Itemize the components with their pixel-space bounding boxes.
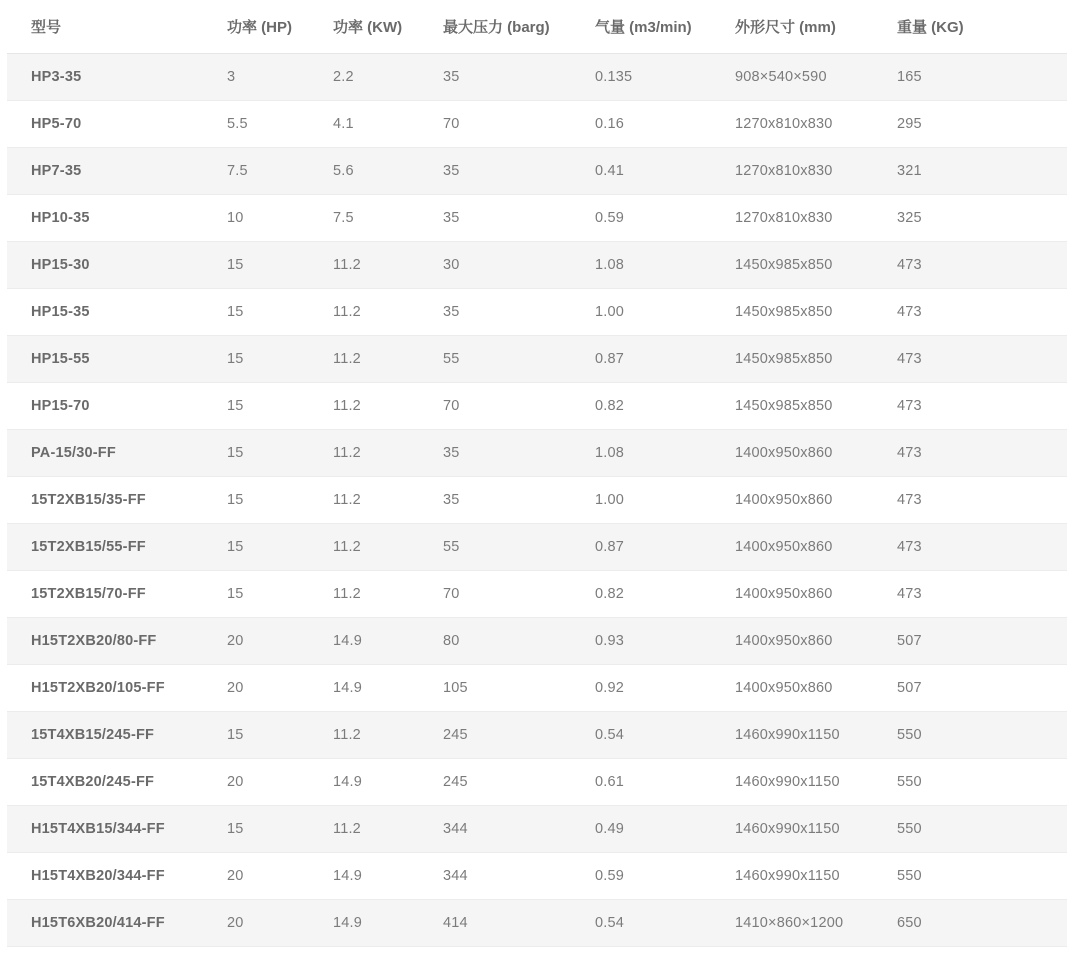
- cell-air-flow: 0.93: [571, 618, 711, 665]
- cell-dimensions: 1400x950x860: [711, 430, 873, 477]
- cell-weight: 473: [873, 571, 1067, 618]
- cell-max-pressure: 70: [419, 101, 571, 148]
- cell-max-pressure: 245: [419, 759, 571, 806]
- cell-weight: 165: [873, 54, 1067, 101]
- cell-power-hp: 15: [203, 712, 309, 759]
- table-row: [7, 289, 1067, 336]
- cell-max-pressure: 344: [419, 806, 571, 853]
- table-row: [7, 54, 1067, 101]
- cell-power-hp: 15: [203, 383, 309, 430]
- cell-weight: 650: [873, 900, 1067, 947]
- cell-model: 15T4XB15/245-FF: [7, 712, 203, 759]
- cell-dimensions: 1460x990x1150: [711, 806, 873, 853]
- cell-weight: 550: [873, 759, 1067, 806]
- cell-max-pressure: 105: [419, 665, 571, 712]
- cell-dimensions: 1400x950x860: [711, 524, 873, 571]
- cell-dimensions: 1450x985x850: [711, 242, 873, 289]
- column-header-power-hp: 功率 (HP): [203, 0, 309, 54]
- cell-model: 15T2XB15/35-FF: [7, 477, 203, 524]
- cell-power-kw: 14.9: [309, 900, 419, 947]
- table-row: [7, 571, 1067, 618]
- cell-max-pressure: 55: [419, 524, 571, 571]
- cell-power-hp: 15: [203, 571, 309, 618]
- cell-power-hp: 15: [203, 242, 309, 289]
- cell-model: HP15-55: [7, 336, 203, 383]
- cell-power-hp: 20: [203, 618, 309, 665]
- cell-air-flow: 0.41: [571, 148, 711, 195]
- cell-model: HP5-70: [7, 101, 203, 148]
- table-row: [7, 430, 1067, 477]
- cell-power-kw: 14.9: [309, 665, 419, 712]
- table-body: [7, 54, 1067, 947]
- cell-air-flow: 0.16: [571, 101, 711, 148]
- cell-power-kw: 11.2: [309, 712, 419, 759]
- table-row: [7, 148, 1067, 195]
- table-row: [7, 477, 1067, 524]
- cell-model: PA-15/30-FF: [7, 430, 203, 477]
- cell-weight: 473: [873, 289, 1067, 336]
- cell-power-hp: 15: [203, 524, 309, 571]
- cell-dimensions: 1270x810x830: [711, 195, 873, 242]
- cell-power-hp: 20: [203, 853, 309, 900]
- cell-weight: 295: [873, 101, 1067, 148]
- cell-model: HP15-35: [7, 289, 203, 336]
- cell-air-flow: 0.92: [571, 665, 711, 712]
- cell-power-hp: 5.5: [203, 101, 309, 148]
- cell-model: HP3-35: [7, 54, 203, 101]
- cell-air-flow: 0.61: [571, 759, 711, 806]
- cell-max-pressure: 30: [419, 242, 571, 289]
- cell-air-flow: 0.87: [571, 336, 711, 383]
- cell-power-kw: 11.2: [309, 477, 419, 524]
- cell-max-pressure: 344: [419, 853, 571, 900]
- table-row: [7, 195, 1067, 242]
- specification-table: [7, 0, 1067, 947]
- cell-model: HP10-35: [7, 195, 203, 242]
- cell-dimensions: 1460x990x1150: [711, 853, 873, 900]
- cell-max-pressure: 70: [419, 571, 571, 618]
- table-row: [7, 759, 1067, 806]
- cell-weight: 507: [873, 665, 1067, 712]
- cell-dimensions: 908×540×590: [711, 54, 873, 101]
- cell-power-kw: 11.2: [309, 806, 419, 853]
- cell-dimensions: 1450x985x850: [711, 289, 873, 336]
- table-row: [7, 853, 1067, 900]
- cell-power-hp: 15: [203, 336, 309, 383]
- cell-power-kw: 11.2: [309, 430, 419, 477]
- cell-max-pressure: 414: [419, 900, 571, 947]
- cell-power-hp: 10: [203, 195, 309, 242]
- cell-air-flow: 0.82: [571, 571, 711, 618]
- cell-weight: 550: [873, 853, 1067, 900]
- table-header: [7, 0, 1067, 54]
- cell-dimensions: 1400x950x860: [711, 477, 873, 524]
- cell-power-hp: 15: [203, 289, 309, 336]
- column-header-power-kw: 功率 (KW): [309, 0, 419, 54]
- column-header-max-pressure: 最大压力 (barg): [419, 0, 571, 54]
- cell-power-kw: 2.2: [309, 54, 419, 101]
- cell-model: H15T6XB20/414-FF: [7, 900, 203, 947]
- cell-model: 15T2XB15/55-FF: [7, 524, 203, 571]
- cell-dimensions: 1400x950x860: [711, 571, 873, 618]
- cell-model: HP15-70: [7, 383, 203, 430]
- cell-air-flow: 1.00: [571, 289, 711, 336]
- cell-model: H15T4XB20/344-FF: [7, 853, 203, 900]
- table-header-row: [7, 0, 1067, 54]
- cell-weight: 473: [873, 477, 1067, 524]
- cell-air-flow: 0.135: [571, 54, 711, 101]
- cell-air-flow: 0.82: [571, 383, 711, 430]
- cell-dimensions: 1410×860×1200: [711, 900, 873, 947]
- column-header-weight: 重量 (KG): [873, 0, 1067, 54]
- table-row: [7, 524, 1067, 571]
- column-header-model: 型号: [7, 0, 203, 54]
- cell-dimensions: 1450x985x850: [711, 336, 873, 383]
- cell-dimensions: 1450x985x850: [711, 383, 873, 430]
- cell-max-pressure: 35: [419, 148, 571, 195]
- cell-model: HP7-35: [7, 148, 203, 195]
- cell-max-pressure: 55: [419, 336, 571, 383]
- cell-max-pressure: 80: [419, 618, 571, 665]
- cell-weight: 507: [873, 618, 1067, 665]
- cell-air-flow: 0.54: [571, 712, 711, 759]
- table-row: [7, 665, 1067, 712]
- table-row: [7, 900, 1067, 947]
- cell-power-kw: 11.2: [309, 524, 419, 571]
- cell-weight: 473: [873, 383, 1067, 430]
- cell-air-flow: 1.08: [571, 242, 711, 289]
- table-row: [7, 101, 1067, 148]
- cell-power-hp: 15: [203, 806, 309, 853]
- cell-weight: 550: [873, 712, 1067, 759]
- column-header-air-flow: 气量 (m3/min): [571, 0, 711, 54]
- cell-power-kw: 11.2: [309, 383, 419, 430]
- cell-model: H15T4XB15/344-FF: [7, 806, 203, 853]
- cell-model: HP15-30: [7, 242, 203, 289]
- cell-power-kw: 7.5: [309, 195, 419, 242]
- cell-power-kw: 11.2: [309, 336, 419, 383]
- cell-power-hp: 7.5: [203, 148, 309, 195]
- table-row: [7, 242, 1067, 289]
- cell-dimensions: 1270x810x830: [711, 148, 873, 195]
- cell-dimensions: 1460x990x1150: [711, 712, 873, 759]
- cell-max-pressure: 35: [419, 289, 571, 336]
- cell-power-kw: 11.2: [309, 571, 419, 618]
- cell-dimensions: 1400x950x860: [711, 665, 873, 712]
- cell-dimensions: 1400x950x860: [711, 618, 873, 665]
- cell-air-flow: 1.08: [571, 430, 711, 477]
- cell-air-flow: 0.87: [571, 524, 711, 571]
- cell-air-flow: 1.00: [571, 477, 711, 524]
- table-row: [7, 806, 1067, 853]
- cell-power-kw: 4.1: [309, 101, 419, 148]
- cell-weight: 473: [873, 524, 1067, 571]
- cell-weight: 473: [873, 430, 1067, 477]
- table-footer-spacer: [7, 947, 1067, 973]
- cell-power-hp: 3: [203, 54, 309, 101]
- cell-model: H15T2XB20/80-FF: [7, 618, 203, 665]
- cell-max-pressure: 245: [419, 712, 571, 759]
- cell-dimensions: 1270x810x830: [711, 101, 873, 148]
- table-row: [7, 383, 1067, 430]
- cell-weight: 321: [873, 148, 1067, 195]
- cell-power-kw: 5.6: [309, 148, 419, 195]
- cell-air-flow: 0.59: [571, 195, 711, 242]
- cell-power-hp: 20: [203, 665, 309, 712]
- spec-table-container: [7, 0, 1067, 973]
- cell-max-pressure: 35: [419, 430, 571, 477]
- cell-power-kw: 11.2: [309, 289, 419, 336]
- cell-model: 15T4XB20/245-FF: [7, 759, 203, 806]
- cell-power-kw: 14.9: [309, 759, 419, 806]
- cell-air-flow: 0.49: [571, 806, 711, 853]
- cell-model: 15T2XB15/70-FF: [7, 571, 203, 618]
- cell-max-pressure: 35: [419, 54, 571, 101]
- cell-weight: 473: [873, 242, 1067, 289]
- cell-dimensions: 1460x990x1150: [711, 759, 873, 806]
- cell-power-hp: 20: [203, 759, 309, 806]
- cell-air-flow: 0.59: [571, 853, 711, 900]
- cell-model: H15T2XB20/105-FF: [7, 665, 203, 712]
- cell-weight: 325: [873, 195, 1067, 242]
- cell-power-hp: 15: [203, 477, 309, 524]
- cell-max-pressure: 35: [419, 477, 571, 524]
- cell-weight: 550: [873, 806, 1067, 853]
- cell-max-pressure: 70: [419, 383, 571, 430]
- cell-power-kw: 14.9: [309, 618, 419, 665]
- cell-power-hp: 20: [203, 900, 309, 947]
- cell-air-flow: 0.54: [571, 900, 711, 947]
- cell-weight: 473: [873, 336, 1067, 383]
- table-row: [7, 712, 1067, 759]
- cell-power-kw: 11.2: [309, 242, 419, 289]
- cell-power-kw: 14.9: [309, 853, 419, 900]
- cell-max-pressure: 35: [419, 195, 571, 242]
- table-row: [7, 336, 1067, 383]
- column-header-dimensions: 外形尺寸 (mm): [711, 0, 873, 54]
- cell-power-hp: 15: [203, 430, 309, 477]
- table-row: [7, 618, 1067, 665]
